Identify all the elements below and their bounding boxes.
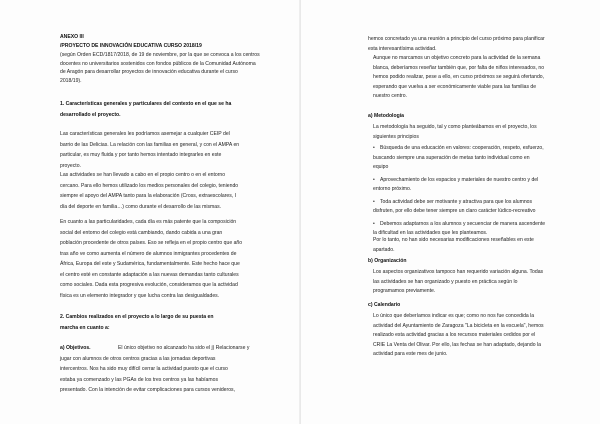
bullet-text: Aprovechamiento de los espacios y materiales de nuestro centro y del [380, 176, 539, 183]
project-title: /PROYECTO DE INNOVACIÓN EDUCATIVA CURSO 2018/19 [60, 43, 202, 49]
bullet-text: equipo [373, 164, 389, 170]
paragraph-line: cercano. Para ello hemos utilizado los medios personales del colegio, teniendo [60, 182, 239, 189]
annex-title: ANEXO III [60, 34, 84, 40]
paragraph-line: intercentros. Nos ha sido muy difícil cerrar la actividad puesto que el curso [60, 366, 228, 372]
paragraph-line: particular, es muy fluida y por tanto hemos intentado integrarles en este [60, 152, 222, 158]
bullet-text: Toda actividad debe ser motivante y atractiva para que los alumnos [380, 198, 533, 205]
paragraph-line: En cuanto a las particularidades, cada día es más patente que la composición [60, 219, 237, 225]
paragraph-line: siempre el apoyo del AMPA tanto para la elaboración (Cross, extraescolares, I [60, 193, 237, 199]
paragraph-line: Aunque no marcamos un objetivo concreto para la actividad de la semana [373, 55, 541, 61]
header-line: 2018/19). [60, 77, 82, 84]
paragraph-line: Los aspectos organizativos tampoco han requerido variación alguna. Todas [373, 269, 544, 275]
paragraph-line: Por lo tanto, no han sido necesarias modificaciones reseñables en este [373, 237, 534, 243]
paragraph-line: Las actividades se han llevado a cabo en el propio centro o en el entorno [60, 172, 226, 178]
paragraph-line: nuestro centro. [373, 93, 407, 99]
paragraph-line: CRIE La Venta del Olivar. Por ello, las fechas se han adaptado, dejando la [373, 341, 541, 348]
bullet-text: Búsqueda de una educación en valores: cooperación, respeto, esfuerzo, [380, 145, 544, 151]
section-heading: desarrollado el proyecto. [60, 111, 121, 118]
paragraph-line: actividad del Ayuntamiento de Zaragoza "La bicicleta en la escuela", hemos [373, 322, 544, 329]
subsection-heading: a) Metodología [368, 113, 404, 119]
bullet-text: buscando siempre una superación de metas tanto individual como en [373, 154, 530, 161]
paragraph-line: La metodología ha seguido, tal y como planteábamos en el proyecto, los [373, 124, 537, 130]
paragraph-line: Las características generales les podríamos asemejar a cualquier CEIP del [60, 131, 230, 137]
paragraph-line: social del entorno del colegio está cambiando, dando cabida a una gran [60, 229, 223, 236]
subsection-heading: b) Organización [368, 258, 407, 264]
paragraph-line: como sociales. Dada esta progresiva evolución, consideramos que la actividad [60, 282, 238, 288]
paragraph-line: blanca, deberíamos reseñar también que, por falta de niños interesados, no [373, 64, 545, 71]
paragraph-line: presentado. Con la intención de evitar complicaciones para cursos venideros, [60, 387, 235, 393]
bullet-text: la dificultad en las actividades que les planteamos. [373, 230, 488, 236]
paragraph-line: hemos podido realizar, pese a ello, en curso próximos se seguirá ofertando, [373, 74, 545, 80]
bullet-text: entorno próximo. [373, 186, 412, 192]
header-line: de Aragón para desarrollar proyectos de innovación educativa durante el curso [60, 69, 238, 76]
bullet-icon: • [373, 176, 375, 183]
paragraph-line: siguientes principios [373, 133, 419, 140]
bullet-icon: • [373, 145, 375, 151]
paragraph-line: tras año ve como aumenta el número de alumnos inmigrantes procedentes de [60, 250, 237, 257]
bullet-icon: • [373, 198, 375, 205]
paragraph-line: actividad para este mes de junio. [373, 351, 448, 357]
paragraph-line: población procedente de otros países. Eso se refleja en el propio centro que año [60, 240, 243, 246]
paragraph-line: jugar con alumnos de otros centros gracias a las jornadas deportivas [60, 355, 216, 362]
paragraph-line: Lo único que deberíamos indicar es que; como no nos fue concedida la [373, 313, 535, 319]
bullet-icon: • [373, 220, 375, 227]
paragraph-line: El único objetivo no alcanzado ha sido el j) Relacionarse y [118, 345, 250, 351]
header-line: docentes no universitarios sostenidos con fondos públicos de la Comunidad Autónoma [60, 60, 256, 67]
paragraph-line: esta interesantísima actividad. [368, 45, 437, 52]
paragraph-line: día del deporte en familia…) como durante el desarrollo de las mismas. [60, 203, 222, 210]
right-page [300, 0, 600, 424]
bullet-text: Debemos adaptarnos a los alumnos y secuenciar de manera ascendente [380, 220, 546, 227]
paragraph-line: el centro esté en constante adaptación a las nuevas demandas tanto culturales [60, 271, 239, 278]
section-heading: marcha en cuanto a: [60, 324, 110, 331]
paragraph-line: África, Europa del este y Sudamérica, fundamentalmente. Este hecho hace que [60, 261, 240, 267]
paragraph-line: barrio de las Delicias. La relación con las familias en general, y con el AMPA en [60, 141, 240, 148]
paragraph-line: apartado. [373, 246, 395, 253]
header-line: (según Orden ECD/1817/2018, de 19 de noviembre, por la que se convoca a los centros [60, 52, 260, 58]
subsection-heading: c) Calendario [368, 302, 401, 308]
paragraph-line: física es un elemento integrador y que lucha contra las desigualdades. [60, 292, 220, 299]
paragraph-line: realizado esta actividad gracias a los recursos materiales cedidos por el [373, 332, 536, 338]
paragraph-line: estaba ya comenzado y las PGAs de los tres centros ya las habíamos [60, 376, 218, 383]
paragraph-line: hemos concretado ya una reunión a principio del curso próximo para planificar [368, 36, 545, 42]
paragraph-line: proyecto. [60, 162, 81, 169]
paragraph-line: programamos previamente. [373, 288, 436, 294]
section-heading: 1. Características generales y particulares del contexto en el que se ha [60, 101, 232, 107]
bullet-text: disfruten, por ello debe tener siempre un claro carácter lúdico-recreativo [373, 208, 536, 214]
paragraph-line: esperando que vuelva a ser económicamente viable para las familias de [373, 83, 537, 90]
item-label: a) Objetivos. [60, 345, 91, 351]
section-heading: 2. Cambios realizados en el proyecto a lo largo de su puesta en [60, 314, 214, 320]
paragraph-line: las actividades se han organizado y puesto en práctica según lo [373, 278, 518, 285]
